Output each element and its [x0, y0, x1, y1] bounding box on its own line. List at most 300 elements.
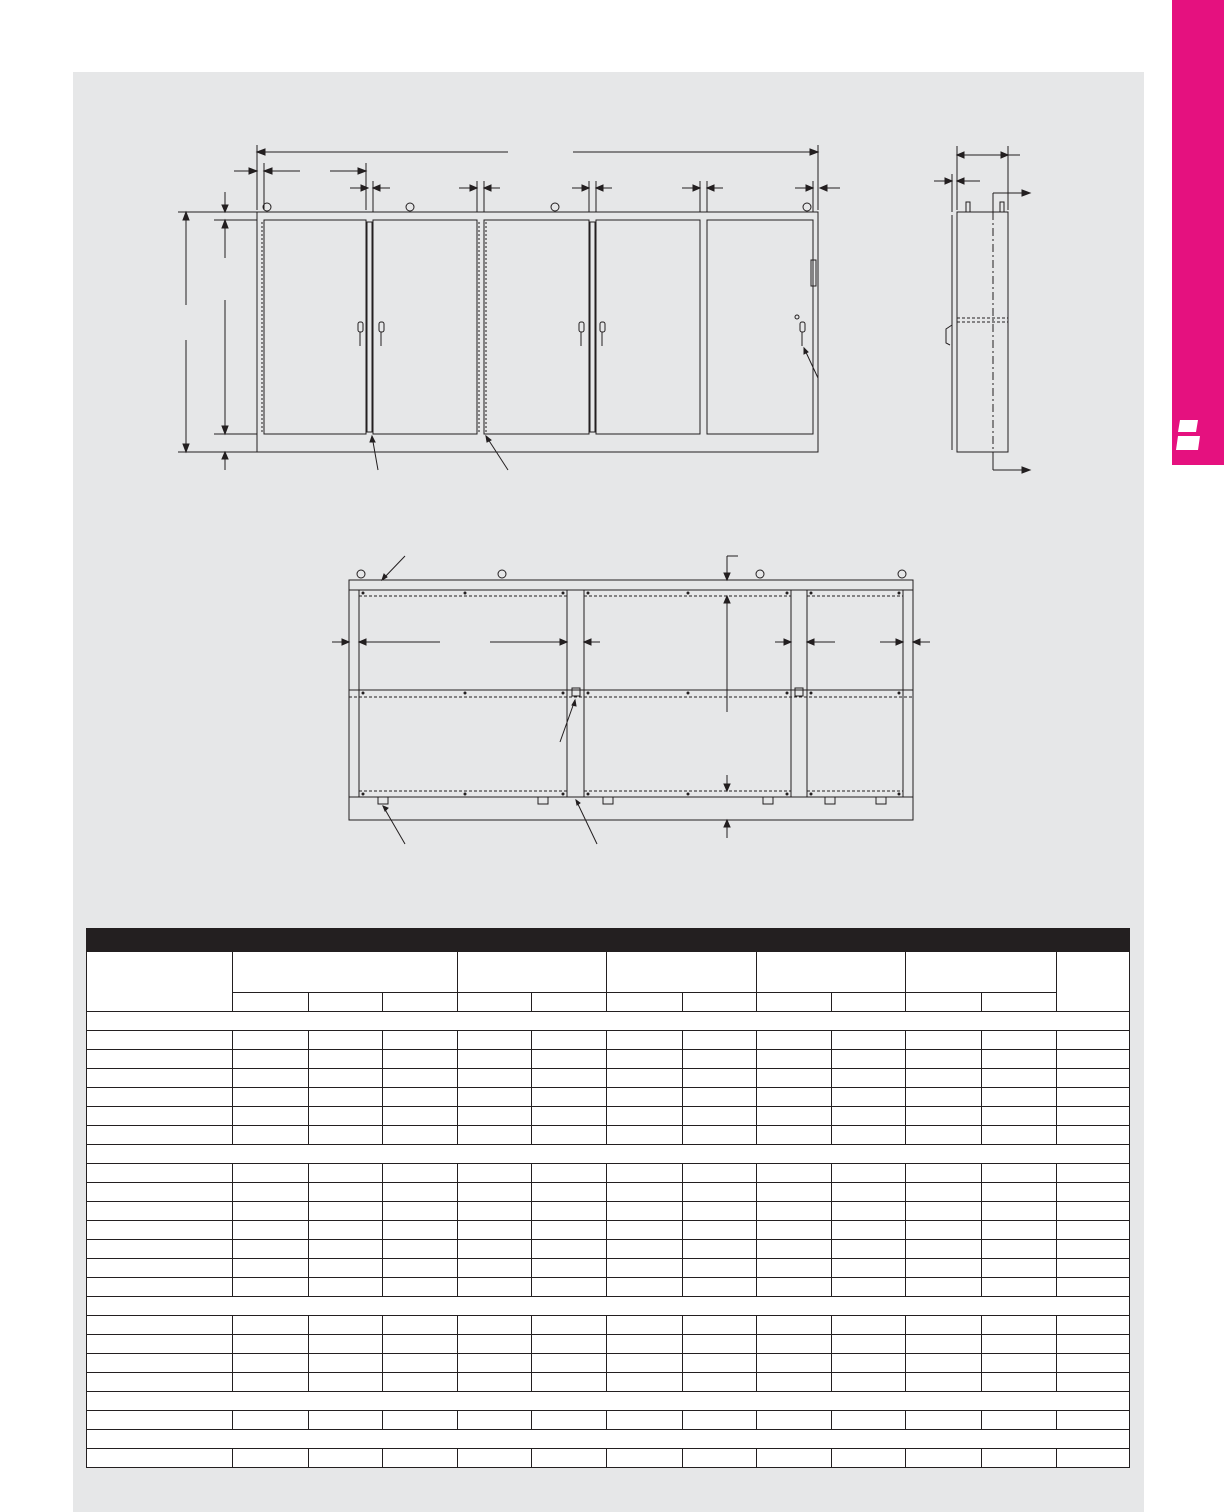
table-cell	[382, 1221, 457, 1240]
table-cell	[832, 1126, 906, 1145]
table-cell	[87, 1259, 233, 1278]
table-cell	[233, 1449, 308, 1468]
table-section-cell	[87, 1392, 1130, 1411]
table-cell	[607, 1050, 682, 1069]
table-cell	[382, 1050, 457, 1069]
table-cell	[1056, 1050, 1129, 1069]
table-cell	[607, 1069, 682, 1088]
table-cell	[906, 1107, 981, 1126]
table-subhead-cell	[532, 993, 607, 1012]
table-col-head-group-2	[458, 952, 607, 993]
table-row	[87, 1411, 1130, 1430]
table-row	[87, 1202, 1130, 1221]
table-cell	[981, 1050, 1056, 1069]
table-row	[87, 1050, 1130, 1069]
table-cell	[233, 1183, 308, 1202]
table-cell	[682, 1411, 756, 1430]
table-header-group-right	[607, 929, 1130, 952]
table-cell	[832, 1221, 906, 1240]
table-section-row	[87, 1145, 1130, 1164]
table-row	[87, 1107, 1130, 1126]
table-cell	[607, 1164, 682, 1183]
table-row	[87, 1126, 1130, 1145]
table-cell	[233, 1335, 308, 1354]
table-cell	[87, 1373, 233, 1392]
table-cell	[832, 1202, 906, 1221]
table-cell	[87, 1107, 233, 1126]
table-col-head-group-4	[756, 952, 905, 993]
table-cell	[308, 1031, 382, 1050]
table-cell	[87, 1221, 233, 1240]
table-cell	[981, 1354, 1056, 1373]
table-cell	[458, 1050, 532, 1069]
table-cell	[832, 1411, 906, 1430]
table-row	[87, 1259, 1130, 1278]
table-cell	[906, 1335, 981, 1354]
table-cell	[382, 1373, 457, 1392]
table-section-cell	[87, 1012, 1130, 1031]
table-cell	[906, 1050, 981, 1069]
table-cell	[458, 1069, 532, 1088]
table-cell	[682, 1069, 756, 1088]
table-cell	[532, 1240, 607, 1259]
table-cell	[458, 1335, 532, 1354]
table-cell	[308, 1221, 382, 1240]
table-cell	[233, 1031, 308, 1050]
table-subhead-cell	[682, 993, 756, 1012]
table-cell	[682, 1373, 756, 1392]
table-cell	[756, 1164, 831, 1183]
table-cell	[832, 1240, 906, 1259]
table-cell	[1056, 1316, 1129, 1335]
table-cell	[832, 1088, 906, 1107]
table-cell	[607, 1411, 682, 1430]
table-cell	[532, 1259, 607, 1278]
table-cell	[87, 1316, 233, 1335]
table-cell	[981, 1164, 1056, 1183]
table-col-head-group-5	[906, 952, 1056, 993]
table-cell	[1056, 1278, 1129, 1297]
table-cell	[832, 1050, 906, 1069]
spec-table-body	[87, 929, 1130, 1468]
table-cell	[1056, 1240, 1129, 1259]
table-cell	[607, 1202, 682, 1221]
table-cell	[382, 1259, 457, 1278]
table-cell	[607, 1088, 682, 1107]
table-cell	[382, 1031, 457, 1050]
table-cell	[87, 1126, 233, 1145]
table-cell	[458, 1259, 532, 1278]
table-cell	[756, 1240, 831, 1259]
table-cell	[87, 1088, 233, 1107]
table-cell	[382, 1278, 457, 1297]
brand-mark-icon	[1176, 418, 1202, 454]
table-cell	[458, 1031, 532, 1050]
table-cell	[981, 1221, 1056, 1240]
table-cell	[382, 1202, 457, 1221]
table-cell	[308, 1316, 382, 1335]
table-cell	[756, 1088, 831, 1107]
table-cell	[682, 1335, 756, 1354]
table-group-header-row	[87, 952, 1130, 993]
table-cell	[756, 1316, 831, 1335]
table-cell	[981, 1411, 1056, 1430]
side-view-drawing	[930, 140, 1040, 480]
table-cell	[233, 1259, 308, 1278]
table-cell	[532, 1221, 607, 1240]
table-row	[87, 1449, 1130, 1468]
table-cell	[1056, 1069, 1129, 1088]
table-cell	[607, 1107, 682, 1126]
table-cell	[233, 1240, 308, 1259]
table-cell	[233, 1202, 308, 1221]
table-cell	[308, 1278, 382, 1297]
table-cell	[1056, 1088, 1129, 1107]
table-cell	[233, 1088, 308, 1107]
table-cell	[682, 1354, 756, 1373]
table-cell	[832, 1069, 906, 1088]
table-section-cell	[87, 1145, 1130, 1164]
table-cell	[532, 1202, 607, 1221]
table-cell	[87, 1354, 233, 1373]
table-cell	[906, 1202, 981, 1221]
table-cell	[87, 1069, 233, 1088]
table-cell	[607, 1221, 682, 1240]
table-cell	[532, 1449, 607, 1468]
table-cell	[832, 1316, 906, 1335]
table-cell	[308, 1107, 382, 1126]
table-cell	[682, 1449, 756, 1468]
table-cell	[458, 1316, 532, 1335]
table-cell	[682, 1221, 756, 1240]
table-cell	[532, 1031, 607, 1050]
table-cell	[906, 1411, 981, 1430]
table-cell	[233, 1373, 308, 1392]
table-cell	[1056, 1411, 1129, 1430]
table-subhead-cell	[458, 993, 532, 1012]
table-cell	[458, 1449, 532, 1468]
table-cell	[607, 1316, 682, 1335]
table-cell	[832, 1449, 906, 1468]
table-cell	[532, 1316, 607, 1335]
table-cell	[308, 1069, 382, 1088]
table-cell	[308, 1354, 382, 1373]
table-cell	[458, 1240, 532, 1259]
table-cell	[756, 1411, 831, 1430]
table-cell	[382, 1354, 457, 1373]
table-cell	[382, 1088, 457, 1107]
table-cell	[832, 1335, 906, 1354]
table-cell	[981, 1335, 1056, 1354]
table-cell	[756, 1373, 831, 1392]
table-cell	[981, 1107, 1056, 1126]
table-cell	[682, 1126, 756, 1145]
table-cell	[981, 1183, 1056, 1202]
table-cell	[308, 1411, 382, 1430]
table-cell	[233, 1069, 308, 1088]
table-cell	[981, 1373, 1056, 1392]
table-cell	[382, 1449, 457, 1468]
table-cell	[682, 1240, 756, 1259]
table-cell	[1056, 1126, 1129, 1145]
table-cell	[682, 1164, 756, 1183]
table-cell	[981, 1449, 1056, 1468]
table-cell	[458, 1088, 532, 1107]
table-cell	[382, 1240, 457, 1259]
table-cell	[832, 1183, 906, 1202]
table-cell	[1056, 1449, 1129, 1468]
table-cell	[382, 1069, 457, 1088]
table-cell	[458, 1183, 532, 1202]
table-cell	[458, 1354, 532, 1373]
table-cell	[607, 1449, 682, 1468]
table-cell	[906, 1316, 981, 1335]
table-cell	[382, 1183, 457, 1202]
table-header-bar	[87, 929, 1130, 952]
table-cell	[87, 1183, 233, 1202]
table-cell	[756, 1259, 831, 1278]
table-cell	[308, 1202, 382, 1221]
section-side-tab	[1172, 0, 1224, 465]
table-cell	[382, 1335, 457, 1354]
table-subhead-cell	[756, 993, 831, 1012]
table-cell	[682, 1278, 756, 1297]
table-cell	[832, 1259, 906, 1278]
table-subhead-cell	[607, 993, 682, 1012]
table-cell	[756, 1050, 831, 1069]
table-cell	[1056, 1183, 1129, 1202]
table-subhead-cell	[382, 993, 457, 1012]
table-cell	[308, 1088, 382, 1107]
table-cell	[981, 1240, 1056, 1259]
table-cell	[87, 1411, 233, 1430]
table-cell	[756, 1107, 831, 1126]
table-cell	[382, 1164, 457, 1183]
table-cell	[233, 1107, 308, 1126]
table-subheader-row	[87, 993, 1130, 1012]
table-col-head-part	[87, 952, 233, 1012]
table-cell	[1056, 1373, 1129, 1392]
table-cell	[906, 1221, 981, 1240]
table-section-row	[87, 1297, 1130, 1316]
table-cell	[1056, 1354, 1129, 1373]
table-cell	[87, 1031, 233, 1050]
table-cell	[308, 1259, 382, 1278]
table-cell	[233, 1411, 308, 1430]
table-cell	[532, 1164, 607, 1183]
table-cell	[308, 1335, 382, 1354]
spec-table	[86, 928, 1130, 1468]
table-cell	[382, 1126, 457, 1145]
table-row	[87, 1354, 1130, 1373]
table-cell	[458, 1126, 532, 1145]
table-cell	[308, 1183, 382, 1202]
table-cell	[906, 1373, 981, 1392]
table-cell	[233, 1354, 308, 1373]
table-cell	[233, 1316, 308, 1335]
table-cell	[607, 1240, 682, 1259]
table-cell	[382, 1316, 457, 1335]
table-cell	[981, 1069, 1056, 1088]
table-cell	[906, 1031, 981, 1050]
table-cell	[458, 1411, 532, 1430]
table-cell	[756, 1354, 831, 1373]
table-cell	[532, 1107, 607, 1126]
table-cell	[87, 1164, 233, 1183]
table-cell	[756, 1069, 831, 1088]
table-cell	[532, 1278, 607, 1297]
table-cell	[756, 1126, 831, 1145]
table-cell	[981, 1031, 1056, 1050]
table-cell	[1056, 1335, 1129, 1354]
table-cell	[532, 1050, 607, 1069]
table-cell	[906, 1088, 981, 1107]
table-col-head-last	[1056, 952, 1129, 1012]
table-cell	[1056, 1202, 1129, 1221]
table-cell	[906, 1278, 981, 1297]
table-section-row	[87, 1392, 1130, 1411]
table-cell	[832, 1164, 906, 1183]
table-cell	[832, 1107, 906, 1126]
table-section-cell	[87, 1297, 1130, 1316]
table-cell	[382, 1411, 457, 1430]
table-section-row	[87, 1430, 1130, 1449]
table-cell	[532, 1126, 607, 1145]
table-cell	[756, 1031, 831, 1050]
table-cell	[1056, 1031, 1129, 1050]
table-cell	[607, 1354, 682, 1373]
table-cell	[756, 1335, 831, 1354]
table-cell	[981, 1088, 1056, 1107]
table-cell	[832, 1354, 906, 1373]
table-row	[87, 1240, 1130, 1259]
table-cell	[1056, 1221, 1129, 1240]
table-cell	[682, 1183, 756, 1202]
table-cell	[308, 1126, 382, 1145]
table-section-row	[87, 1012, 1130, 1031]
table-cell	[87, 1449, 233, 1468]
table-cell	[832, 1278, 906, 1297]
table-cell	[87, 1278, 233, 1297]
table-cell	[87, 1050, 233, 1069]
table-cell	[87, 1202, 233, 1221]
table-cell	[832, 1031, 906, 1050]
table-cell	[458, 1107, 532, 1126]
table-cell	[458, 1221, 532, 1240]
table-cell	[906, 1259, 981, 1278]
table-cell	[382, 1107, 457, 1126]
table-subhead-cell	[981, 993, 1056, 1012]
table-cell	[756, 1278, 831, 1297]
table-row	[87, 1373, 1130, 1392]
table-cell	[756, 1183, 831, 1202]
table-cell	[1056, 1107, 1129, 1126]
table-cell	[1056, 1164, 1129, 1183]
table-cell	[906, 1126, 981, 1145]
table-cell	[458, 1373, 532, 1392]
table-cell	[607, 1126, 682, 1145]
table-cell	[607, 1335, 682, 1354]
table-row	[87, 1183, 1130, 1202]
table-cell	[832, 1373, 906, 1392]
table-cell	[532, 1354, 607, 1373]
table-col-head-group-1	[233, 952, 458, 993]
table-cell	[981, 1316, 1056, 1335]
table-cell	[607, 1259, 682, 1278]
table-cell	[532, 1373, 607, 1392]
table-row	[87, 1278, 1130, 1297]
table-row	[87, 1164, 1130, 1183]
table-row	[87, 1335, 1130, 1354]
table-cell	[532, 1335, 607, 1354]
table-subhead-cell	[308, 993, 382, 1012]
table-subhead-cell	[233, 993, 308, 1012]
table-subhead-cell	[906, 993, 981, 1012]
table-cell	[458, 1164, 532, 1183]
table-cell	[981, 1259, 1056, 1278]
table-cell	[233, 1126, 308, 1145]
table-cell	[87, 1240, 233, 1259]
table-cell	[308, 1240, 382, 1259]
table-cell	[87, 1335, 233, 1354]
table-cell	[682, 1107, 756, 1126]
table-row	[87, 1221, 1130, 1240]
table-cell	[756, 1202, 831, 1221]
table-cell	[458, 1202, 532, 1221]
table-cell	[607, 1183, 682, 1202]
table-cell	[906, 1240, 981, 1259]
table-header-group-left	[87, 929, 607, 952]
table-cell	[756, 1221, 831, 1240]
table-cell	[233, 1050, 308, 1069]
panel-layout-drawing	[328, 548, 940, 850]
table-cell	[233, 1164, 308, 1183]
table-cell	[458, 1278, 532, 1297]
table-cell	[682, 1050, 756, 1069]
table-cell	[233, 1278, 308, 1297]
table-cell	[906, 1164, 981, 1183]
table-section-cell	[87, 1430, 1130, 1449]
table-cell	[682, 1202, 756, 1221]
table-cell	[607, 1373, 682, 1392]
table-cell	[906, 1069, 981, 1088]
table-cell	[906, 1354, 981, 1373]
table-col-head-group-3	[607, 952, 756, 993]
table-cell	[532, 1183, 607, 1202]
table-cell	[682, 1088, 756, 1107]
table-cell	[532, 1069, 607, 1088]
table-cell	[682, 1259, 756, 1278]
table-cell	[1056, 1259, 1129, 1278]
table-row	[87, 1088, 1130, 1107]
table-cell	[981, 1278, 1056, 1297]
table-cell	[981, 1202, 1056, 1221]
table-cell	[233, 1221, 308, 1240]
table-cell	[981, 1126, 1056, 1145]
table-cell	[308, 1050, 382, 1069]
table-cell	[308, 1373, 382, 1392]
table-cell	[756, 1449, 831, 1468]
table-subhead-cell	[832, 993, 906, 1012]
table-cell	[607, 1031, 682, 1050]
table-cell	[532, 1411, 607, 1430]
table-cell	[682, 1316, 756, 1335]
table-row	[87, 1069, 1130, 1088]
front-view-drawing	[170, 140, 860, 480]
table-row	[87, 1316, 1130, 1335]
table-row	[87, 1031, 1130, 1050]
table-cell	[308, 1449, 382, 1468]
